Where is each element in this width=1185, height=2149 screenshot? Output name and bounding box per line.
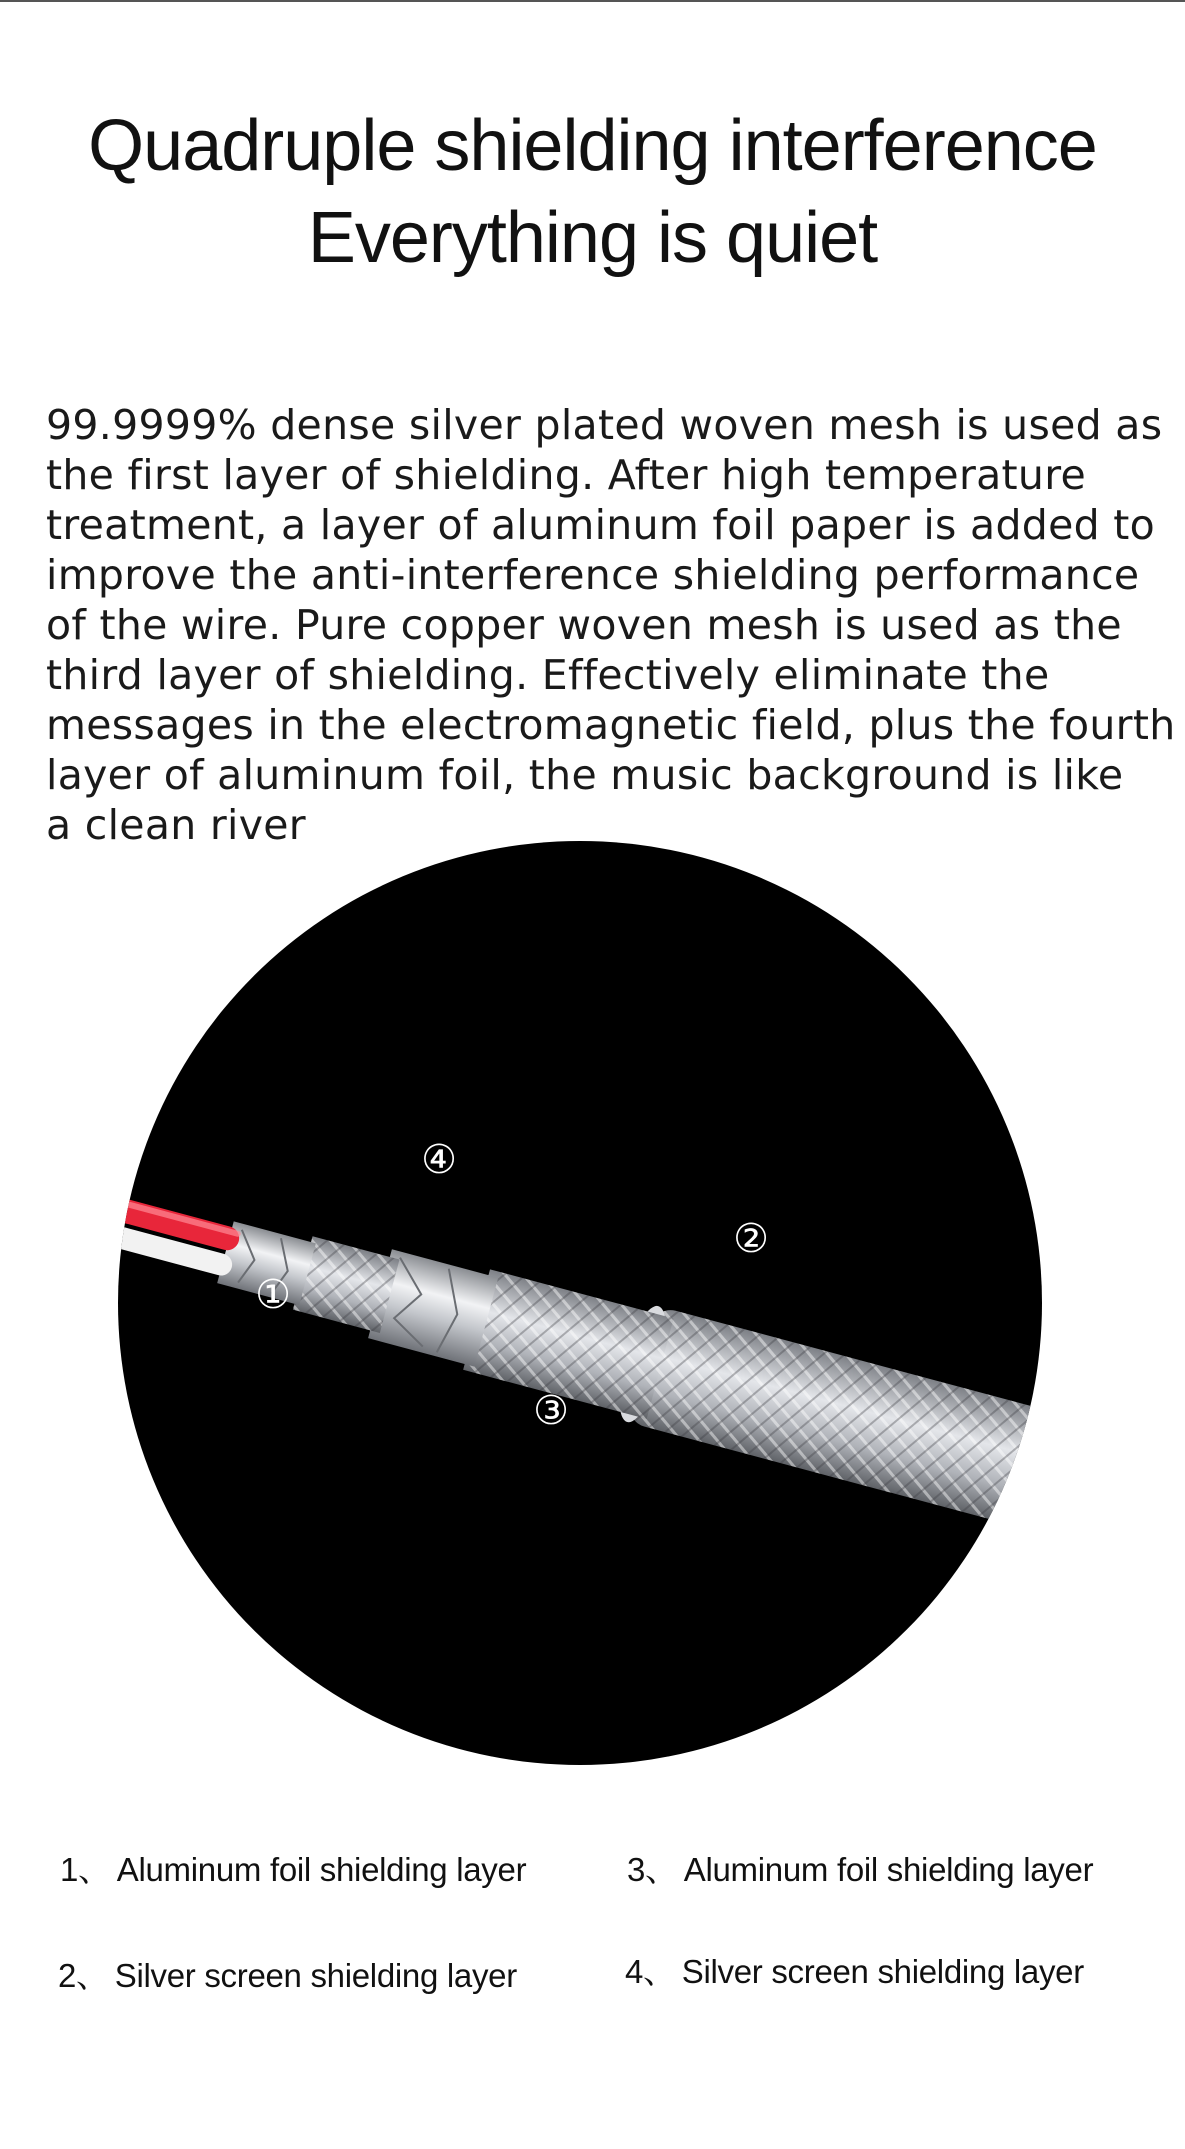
marker-1: ① [255,1272,291,1318]
legend-number: 1、 [60,1851,111,1888]
title-line-2: Everything is quiet [307,198,878,278]
legend-number: 2、 [58,1957,109,1994]
top-divider [0,0,1185,2]
legend-item-4 [625,1946,1084,1993]
cable-cross-section-figure [118,841,1042,1765]
legend-label: Silver screen shielding layer [681,1953,1084,1990]
marker-3: ③ [533,1388,569,1434]
marker-4: ④ [421,1137,457,1183]
legend-number: 4、 [625,1953,676,1990]
description-text: 99.9999% dense silver plated woven mesh is used as the first layer of shielding. After high temperature treatment, a layer of aluminum foil paper is added to improve the anti-interference shielding performance of the wire. Pure copper woven mesh is used as the third layer of shielding. Effectively eliminate the messages in the electromagnetic field, plus the fourth layer of aluminum foil, the music background is like a clean river [46,401,1176,849]
title-line-1: Quadruple shielding interference [88,106,1097,186]
legend-label: Aluminum foil shielding layer [683,1851,1094,1888]
legend-label: Aluminum foil shielding layer [116,1851,527,1888]
legend-number: 3、 [627,1851,678,1888]
marker-2: ② [733,1216,769,1262]
page-title [0,100,1185,284]
legend-label: Silver screen shielding layer [114,1957,517,1994]
layer-legend [0,1830,1185,2030]
legend-item-3 [627,1844,1093,1891]
legend-item-1 [60,1844,526,1891]
legend-item-2 [58,1950,517,1997]
cable-illustration [118,841,1042,1765]
